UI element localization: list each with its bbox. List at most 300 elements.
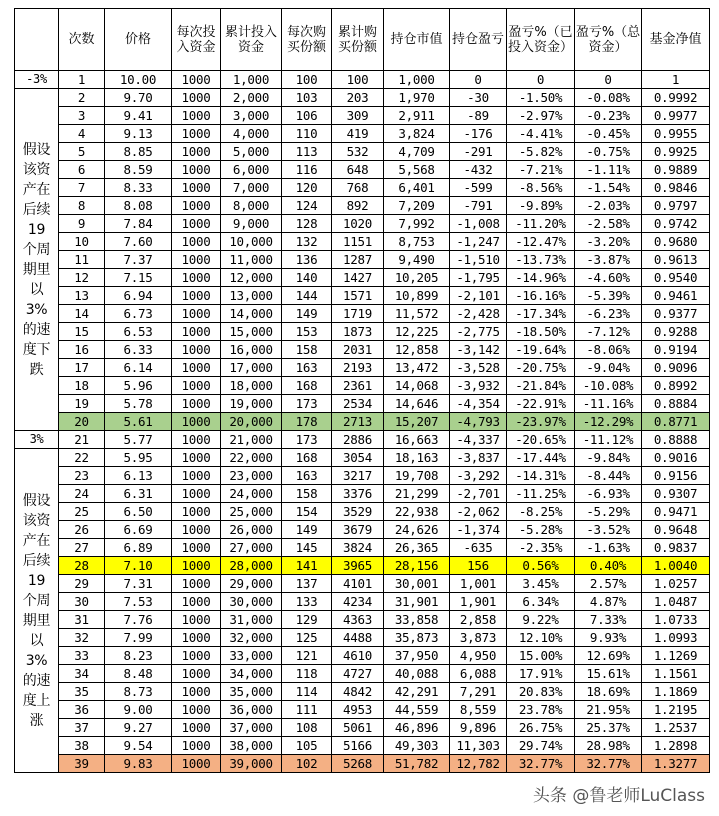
table-row xyxy=(15,521,710,539)
table-cell: 10,000 xyxy=(221,233,282,251)
table-cell: 116 xyxy=(282,161,332,179)
table-cell: 6.31 xyxy=(105,485,172,503)
table-cell: 35,000 xyxy=(221,683,282,701)
table-cell: -3.52% xyxy=(575,521,642,539)
table-cell: 0.8888 xyxy=(642,431,710,449)
table-cell: 1.1269 xyxy=(642,647,710,665)
table-cell: 15,207 xyxy=(384,413,450,431)
table-cell: 6.53 xyxy=(105,323,172,341)
table-cell: -4,793 xyxy=(450,413,507,431)
table-cell: 4727 xyxy=(332,665,384,683)
table-cell: 4,709 xyxy=(384,143,450,161)
table-cell: 7.33% xyxy=(575,611,642,629)
column-header: 累计购买份额 xyxy=(332,9,384,71)
table-row xyxy=(15,197,710,215)
table-cell: 892 xyxy=(332,197,384,215)
table-cell: 13,472 xyxy=(384,359,450,377)
table-cell: 1000 xyxy=(172,557,221,575)
table-cell: 21 xyxy=(59,431,105,449)
table-cell: 33,858 xyxy=(384,611,450,629)
table-cell: 3376 xyxy=(332,485,384,503)
table-cell: 1000 xyxy=(172,395,221,413)
table-cell: 1000 xyxy=(172,737,221,755)
table-cell: 39,000 xyxy=(221,755,282,773)
table-cell: 0.9540 xyxy=(642,269,710,287)
table-cell: 1000 xyxy=(172,359,221,377)
table-cell: 1571 xyxy=(332,287,384,305)
table-cell: -0.75% xyxy=(575,143,642,161)
table-cell: 7.53 xyxy=(105,593,172,611)
table-cell: 18,000 xyxy=(221,377,282,395)
table-cell: 29.74% xyxy=(507,737,575,755)
table-cell: 40,088 xyxy=(384,665,450,683)
table-row xyxy=(15,179,710,197)
dca-simulation-table xyxy=(14,8,710,773)
table-cell: 6.73 xyxy=(105,305,172,323)
table-cell: 38 xyxy=(59,737,105,755)
watermark: 头条 @鲁老师LuClass xyxy=(532,786,705,806)
table-row xyxy=(15,305,710,323)
table-cell: 129 xyxy=(282,611,332,629)
table-cell: -635 xyxy=(450,539,507,557)
table-cell: 37,000 xyxy=(221,719,282,737)
table-cell: 4842 xyxy=(332,683,384,701)
table-cell: 8.33 xyxy=(105,179,172,197)
table-cell: 6 xyxy=(59,161,105,179)
table-cell: 1000 xyxy=(172,107,221,125)
table-cell: -1,374 xyxy=(450,521,507,539)
table-cell: 2361 xyxy=(332,377,384,395)
table-cell: 0.9925 xyxy=(642,143,710,161)
table-cell: 1000 xyxy=(172,125,221,143)
table-cell: 178 xyxy=(282,413,332,431)
column-header: 累计投入资金 xyxy=(221,9,282,71)
table-row xyxy=(15,287,710,305)
table-cell: 8.85 xyxy=(105,143,172,161)
table-cell: 5166 xyxy=(332,737,384,755)
table-cell: 2534 xyxy=(332,395,384,413)
table-cell: 3,000 xyxy=(221,107,282,125)
table-cell: 1.2898 xyxy=(642,737,710,755)
table-cell: -9.84% xyxy=(575,449,642,467)
table-cell: 0.9837 xyxy=(642,539,710,557)
column-header: 每次投入资金 xyxy=(172,9,221,71)
table-cell: 12.10% xyxy=(507,629,575,647)
table-cell: 1000 xyxy=(172,89,221,107)
table-row xyxy=(15,557,710,575)
table-cell: -3,528 xyxy=(450,359,507,377)
table-cell: 25,000 xyxy=(221,503,282,521)
table-cell: 1000 xyxy=(172,719,221,737)
table-cell: -21.84% xyxy=(507,377,575,395)
table-cell: 12,782 xyxy=(450,755,507,773)
table-cell: 10,899 xyxy=(384,287,450,305)
table-row xyxy=(15,575,710,593)
table-cell: 42,291 xyxy=(384,683,450,701)
table-cell: 5 xyxy=(59,143,105,161)
table-cell: 163 xyxy=(282,359,332,377)
table-row xyxy=(15,719,710,737)
table-cell: 15 xyxy=(59,323,105,341)
header-row xyxy=(15,9,710,71)
table-row xyxy=(15,143,710,161)
column-header xyxy=(15,9,59,71)
table-cell: 14 xyxy=(59,305,105,323)
table-cell: 8.23 xyxy=(105,647,172,665)
table-cell: 6.69 xyxy=(105,521,172,539)
table-cell: 4.87% xyxy=(575,593,642,611)
table-cell: 1873 xyxy=(332,323,384,341)
table-cell: 133 xyxy=(282,593,332,611)
table-cell: 6.50 xyxy=(105,503,172,521)
table-cell: 19 xyxy=(59,395,105,413)
table-cell: 0.9613 xyxy=(642,251,710,269)
table-cell: -14.31% xyxy=(507,467,575,485)
table-cell: -1.54% xyxy=(575,179,642,197)
table-row xyxy=(15,647,710,665)
table-cell: -5.39% xyxy=(575,287,642,305)
table-cell: 1000 xyxy=(172,593,221,611)
table-row xyxy=(15,503,710,521)
table-cell: 1000 xyxy=(172,611,221,629)
table-cell: 11,000 xyxy=(221,251,282,269)
table-cell: 30,000 xyxy=(221,593,282,611)
table-cell: -176 xyxy=(450,125,507,143)
table-cell: 1000 xyxy=(172,647,221,665)
table-cell: 1000 xyxy=(172,467,221,485)
table-cell: 26.75% xyxy=(507,719,575,737)
table-cell: 140 xyxy=(282,269,332,287)
table-cell: 25.37% xyxy=(575,719,642,737)
table-cell: -5.28% xyxy=(507,521,575,539)
table-cell: 158 xyxy=(282,341,332,359)
table-row xyxy=(15,233,710,251)
table-cell: 7,291 xyxy=(450,683,507,701)
table-cell: 1000 xyxy=(172,575,221,593)
table-cell: 309 xyxy=(332,107,384,125)
table-cell: -791 xyxy=(450,197,507,215)
table-cell: 14,068 xyxy=(384,377,450,395)
table-cell: 32 xyxy=(59,629,105,647)
table-cell: 1.3277 xyxy=(642,755,710,773)
table-cell: 3679 xyxy=(332,521,384,539)
segment-text: 假设该资产在后续19个周期里以3%的速度下跌 xyxy=(22,141,51,378)
table-cell: 31,000 xyxy=(221,611,282,629)
table-cell: -12.47% xyxy=(507,233,575,251)
table-cell: 26 xyxy=(59,521,105,539)
table-cell: -2,775 xyxy=(450,323,507,341)
table-cell: 7.15 xyxy=(105,269,172,287)
table-cell: 4,950 xyxy=(450,647,507,665)
table-cell: 144 xyxy=(282,287,332,305)
table-cell: -2,701 xyxy=(450,485,507,503)
segment-text: 假设该资产在后续19个周期里以3%的速度上涨 xyxy=(22,492,51,729)
table-cell: 31 xyxy=(59,611,105,629)
table-cell: 37 xyxy=(59,719,105,737)
table-cell: 173 xyxy=(282,431,332,449)
table-cell: 4610 xyxy=(332,647,384,665)
segment-label-rise xyxy=(15,449,59,773)
table-cell: -0.08% xyxy=(575,89,642,107)
table-cell: 163 xyxy=(282,467,332,485)
table-cell: 44,559 xyxy=(384,701,450,719)
table-cell: 132 xyxy=(282,233,332,251)
table-cell: 23,000 xyxy=(221,467,282,485)
table-cell: 6.13 xyxy=(105,467,172,485)
column-header: 持仓市值 xyxy=(384,9,450,71)
table-cell: 11,303 xyxy=(450,737,507,755)
table-cell: 532 xyxy=(332,143,384,161)
table-cell: 2193 xyxy=(332,359,384,377)
table-cell: 1.0257 xyxy=(642,575,710,593)
table-cell: 24,626 xyxy=(384,521,450,539)
table-cell: 1000 xyxy=(172,629,221,647)
table-cell: 1000 xyxy=(172,269,221,287)
table-cell: 7.76 xyxy=(105,611,172,629)
table-cell: 22,938 xyxy=(384,503,450,521)
table-cell: 1020 xyxy=(332,215,384,233)
table-cell: 0.9194 xyxy=(642,341,710,359)
table-cell: 0.9648 xyxy=(642,521,710,539)
table-cell: 29,000 xyxy=(221,575,282,593)
table-cell: 6.34% xyxy=(507,593,575,611)
table-cell: 137 xyxy=(282,575,332,593)
table-cell: 1000 xyxy=(172,539,221,557)
table-cell: 33 xyxy=(59,647,105,665)
table-cell: 30,001 xyxy=(384,575,450,593)
table-cell: 0.9992 xyxy=(642,89,710,107)
table-cell: 8,000 xyxy=(221,197,282,215)
table-cell: 1000 xyxy=(172,251,221,269)
table-cell: 1000 xyxy=(172,431,221,449)
segment-label-decline xyxy=(15,89,59,431)
table-cell: 6,088 xyxy=(450,665,507,683)
table-cell: 1000 xyxy=(172,521,221,539)
table-cell: 6.14 xyxy=(105,359,172,377)
table-cell: 8,753 xyxy=(384,233,450,251)
table-cell: 0.9889 xyxy=(642,161,710,179)
table-cell: -6.23% xyxy=(575,305,642,323)
table-cell: 16,663 xyxy=(384,431,450,449)
table-cell: 9.41 xyxy=(105,107,172,125)
table-cell: -11.16% xyxy=(575,395,642,413)
column-header: 基金净值 xyxy=(642,9,710,71)
table-cell: 0.9955 xyxy=(642,125,710,143)
table-cell: 141 xyxy=(282,557,332,575)
table-cell: 5,000 xyxy=(221,143,282,161)
table-cell: 1719 xyxy=(332,305,384,323)
table-cell: 12,225 xyxy=(384,323,450,341)
table-cell: 33,000 xyxy=(221,647,282,665)
table-cell: 4363 xyxy=(332,611,384,629)
table-cell: 4 xyxy=(59,125,105,143)
table-cell: 19,708 xyxy=(384,467,450,485)
table-cell: 768 xyxy=(332,179,384,197)
table-cell: -22.91% xyxy=(507,395,575,413)
table-cell: 18.69% xyxy=(575,683,642,701)
table-cell: 203 xyxy=(332,89,384,107)
table-cell: -1.63% xyxy=(575,539,642,557)
table-cell: -5.82% xyxy=(507,143,575,161)
table-cell: 15,000 xyxy=(221,323,282,341)
table-cell: 13,000 xyxy=(221,287,282,305)
table-cell: 46,896 xyxy=(384,719,450,737)
table-cell: 9.27 xyxy=(105,719,172,737)
table-cell: 3.45% xyxy=(507,575,575,593)
table-cell: 0.9846 xyxy=(642,179,710,197)
table-cell: 1,970 xyxy=(384,89,450,107)
table-cell: 8 xyxy=(59,197,105,215)
table-cell: 28,000 xyxy=(221,557,282,575)
table-cell: 1,901 xyxy=(450,593,507,611)
table-cell: 128 xyxy=(282,215,332,233)
table-cell: 1000 xyxy=(172,755,221,773)
table-cell: 0 xyxy=(507,71,575,89)
table-cell: 1.1561 xyxy=(642,665,710,683)
table-cell: 108 xyxy=(282,719,332,737)
table-cell: 17 xyxy=(59,359,105,377)
table-cell: 0 xyxy=(575,71,642,89)
table-cell: 0.9680 xyxy=(642,233,710,251)
table-cell: 32,000 xyxy=(221,629,282,647)
table-cell: 4953 xyxy=(332,701,384,719)
table-cell: 17.91% xyxy=(507,665,575,683)
table-cell: -2,101 xyxy=(450,287,507,305)
table-cell: 5.61 xyxy=(105,413,172,431)
table-cell: 3,873 xyxy=(450,629,507,647)
table-cell: 5.95 xyxy=(105,449,172,467)
table-cell: 3 xyxy=(59,107,105,125)
table-cell: 1000 xyxy=(172,683,221,701)
table-cell: 0.8992 xyxy=(642,377,710,395)
table-cell: 32.77% xyxy=(507,755,575,773)
table-cell: 1 xyxy=(642,71,710,89)
table-cell: 18 xyxy=(59,377,105,395)
table-cell: 5.96 xyxy=(105,377,172,395)
table-cell: 1,000 xyxy=(384,71,450,89)
table-cell: 16,000 xyxy=(221,341,282,359)
table-cell: 8.48 xyxy=(105,665,172,683)
table-cell: -599 xyxy=(450,179,507,197)
table-row xyxy=(15,755,710,773)
table-cell: -3,932 xyxy=(450,377,507,395)
table-cell: 5.78 xyxy=(105,395,172,413)
table-cell: 28.98% xyxy=(575,737,642,755)
table-cell: 1000 xyxy=(172,377,221,395)
table-cell: 136 xyxy=(282,251,332,269)
table-row xyxy=(15,485,710,503)
table-cell: 1000 xyxy=(172,233,221,251)
table-cell: -5.29% xyxy=(575,503,642,521)
table-cell: -3,837 xyxy=(450,449,507,467)
table-cell: 9.22% xyxy=(507,611,575,629)
table-cell: 9,490 xyxy=(384,251,450,269)
table-cell: 7.31 xyxy=(105,575,172,593)
table-cell: 6.33 xyxy=(105,341,172,359)
table-cell: 1.0993 xyxy=(642,629,710,647)
column-header: 每次购买份额 xyxy=(282,9,332,71)
table-row xyxy=(15,539,710,557)
table-cell: 1000 xyxy=(172,665,221,683)
table-cell: 2.57% xyxy=(575,575,642,593)
table-cell: -18.50% xyxy=(507,323,575,341)
table-row xyxy=(15,269,710,287)
table-cell: 1.1869 xyxy=(642,683,710,701)
table-row xyxy=(15,431,710,449)
table-cell: 30 xyxy=(59,593,105,611)
table-cell: -12.29% xyxy=(575,413,642,431)
table-cell: 9.54 xyxy=(105,737,172,755)
table-cell: -20.65% xyxy=(507,431,575,449)
table-cell: 7,992 xyxy=(384,215,450,233)
table-cell: -2,062 xyxy=(450,503,507,521)
table-cell: 1000 xyxy=(172,449,221,467)
table-row xyxy=(15,71,710,89)
table-cell: -8.56% xyxy=(507,179,575,197)
table-cell: 12,858 xyxy=(384,341,450,359)
table-cell: 0.9016 xyxy=(642,449,710,467)
table-cell: 3054 xyxy=(332,449,384,467)
table-cell: -8.25% xyxy=(507,503,575,521)
table-cell: 7.37 xyxy=(105,251,172,269)
segment-label-turn: 3% xyxy=(15,431,59,449)
table-row xyxy=(15,701,710,719)
table-cell: 125 xyxy=(282,629,332,647)
table-cell: 14,646 xyxy=(384,395,450,413)
table-cell: 1 xyxy=(59,71,105,89)
table-row xyxy=(15,161,710,179)
table-cell: 21.95% xyxy=(575,701,642,719)
table-cell: 51,782 xyxy=(384,755,450,773)
table-cell: 8.73 xyxy=(105,683,172,701)
table-cell: 23 xyxy=(59,467,105,485)
table-cell: -16.16% xyxy=(507,287,575,305)
table-cell: 2,858 xyxy=(450,611,507,629)
table-cell: 3824 xyxy=(332,539,384,557)
table-cell: 111 xyxy=(282,701,332,719)
table-cell: -89 xyxy=(450,107,507,125)
table-cell: -3,292 xyxy=(450,467,507,485)
table-cell: 37,950 xyxy=(384,647,450,665)
segment-label-first: -3% xyxy=(15,71,59,89)
table-cell: 149 xyxy=(282,521,332,539)
table-cell: 0.9307 xyxy=(642,485,710,503)
table-cell: 1000 xyxy=(172,503,221,521)
table-cell: -4,354 xyxy=(450,395,507,413)
table-cell: 14,000 xyxy=(221,305,282,323)
table-cell: 7,209 xyxy=(384,197,450,215)
table-cell: -2.58% xyxy=(575,215,642,233)
column-header: 盈亏%（已投入资金） xyxy=(507,9,575,71)
table-cell: -30 xyxy=(450,89,507,107)
table-cell: 12 xyxy=(59,269,105,287)
table-cell: 3965 xyxy=(332,557,384,575)
table-cell: -1.50% xyxy=(507,89,575,107)
table-cell: 10 xyxy=(59,233,105,251)
table-cell: 1000 xyxy=(172,413,221,431)
table-cell: -1,510 xyxy=(450,251,507,269)
table-cell: 0.9461 xyxy=(642,287,710,305)
table-cell: 1000 xyxy=(172,323,221,341)
table-cell: 0.9156 xyxy=(642,467,710,485)
table-row xyxy=(15,359,710,377)
table-cell: -20.75% xyxy=(507,359,575,377)
table-cell: 1.2537 xyxy=(642,719,710,737)
table-cell: 21,299 xyxy=(384,485,450,503)
table-cell: 34,000 xyxy=(221,665,282,683)
table-cell: 11 xyxy=(59,251,105,269)
table-cell: 4,000 xyxy=(221,125,282,143)
